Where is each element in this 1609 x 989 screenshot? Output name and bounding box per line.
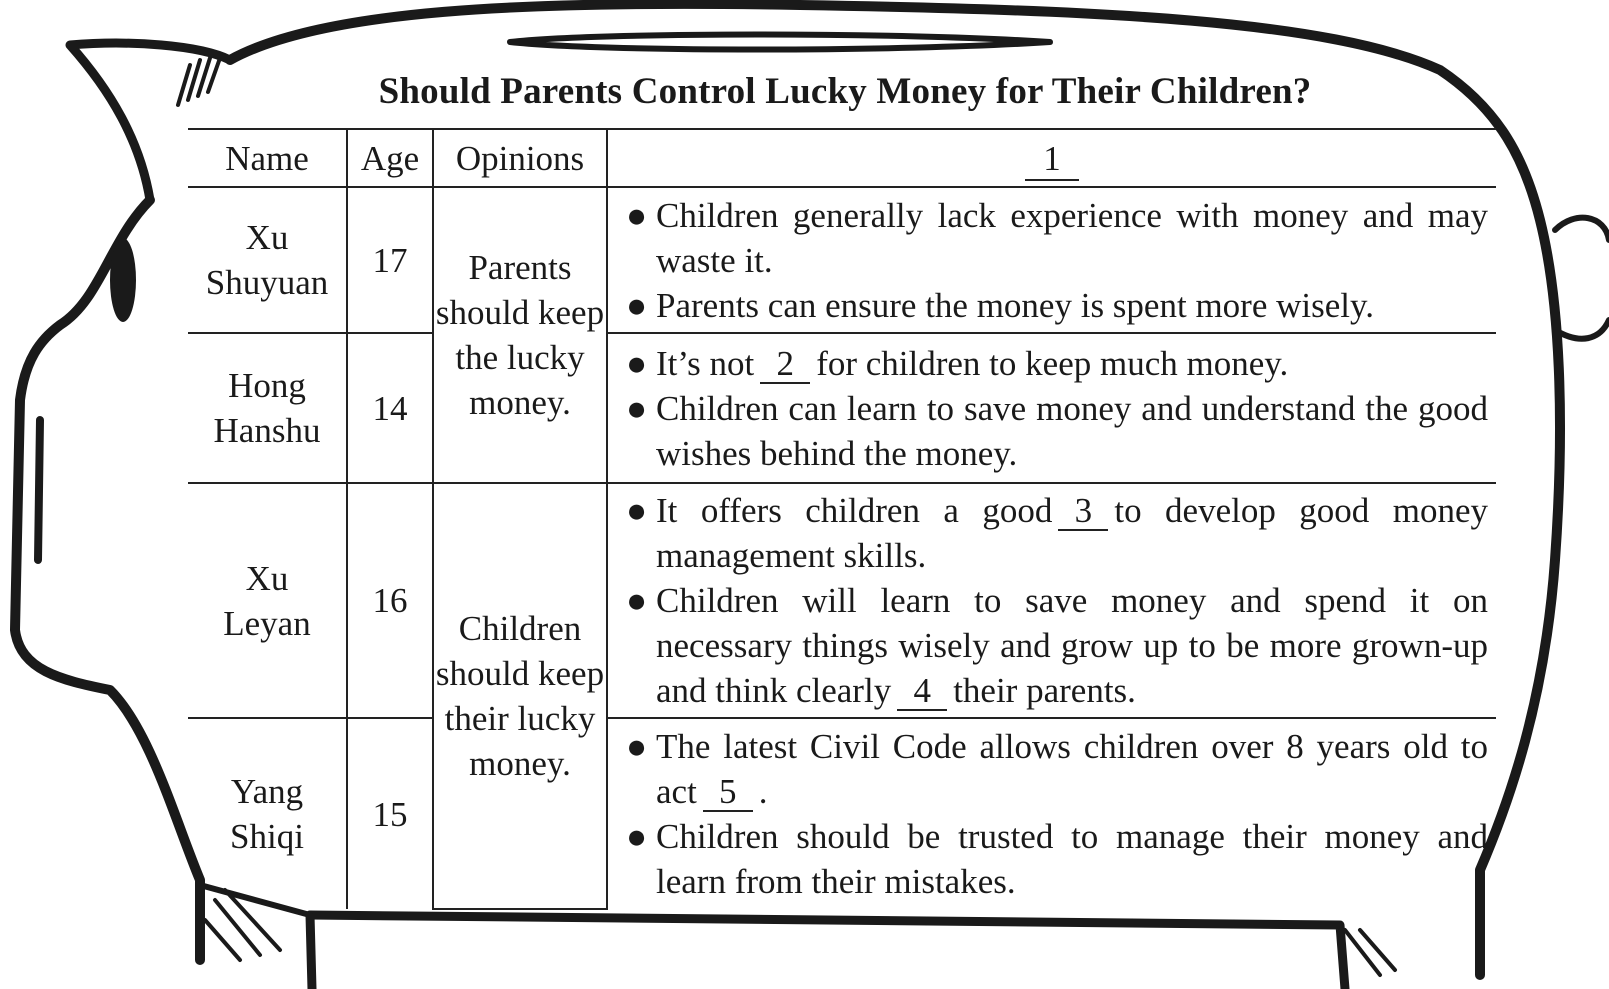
column-header-age: Age <box>347 129 433 187</box>
age-cell: 14 <box>347 333 433 483</box>
reason-text-before: The latest Civil Code allows children over 8 years old to act <box>656 727 1488 811</box>
bullet-icon: ● <box>626 581 648 620</box>
name-first: Xu <box>245 218 289 257</box>
list-item <box>618 386 1488 476</box>
bullet-icon: ● <box>626 343 648 383</box>
reason-text: Parents can ensure the money is spent more wisely. <box>656 285 1374 325</box>
table-header-row <box>188 129 1496 187</box>
name-cell <box>188 187 347 333</box>
bullet-icon: ● <box>626 727 648 766</box>
reason-text-before: It offers children a good <box>656 491 1053 530</box>
bullet-icon: ● <box>626 195 648 235</box>
reasons-list <box>608 484 1496 717</box>
list-item <box>618 193 1488 283</box>
name-cell <box>188 718 347 909</box>
name-first: Hong <box>228 366 306 405</box>
reason-text: Children generally lack experience with money and may waste it. <box>656 195 1488 280</box>
bullet-icon: ● <box>626 491 648 530</box>
name-last: Shiqi <box>230 817 304 856</box>
column-header-name: Name <box>188 129 347 187</box>
name-last: Hanshu <box>213 411 321 450</box>
column-header-opinions: Opinions <box>433 129 607 187</box>
reasons-cell <box>607 483 1496 718</box>
reasons-list <box>608 189 1496 332</box>
table-row <box>188 483 1496 718</box>
reason-text: Children can learn to save money and understand the good wishes behind the money. <box>656 388 1488 473</box>
list-item <box>618 814 1488 904</box>
age-cell: 15 <box>347 718 433 909</box>
list-item <box>618 341 1488 386</box>
bullet-icon: ● <box>626 817 648 856</box>
name-cell <box>188 333 347 483</box>
opinion-cell: Children should keep their lucky money. <box>433 483 607 909</box>
table-row <box>188 333 1496 483</box>
opinion-cell: Parents should keep the lucky money. <box>433 187 607 483</box>
list-item <box>618 724 1488 814</box>
reasons-cell <box>607 333 1496 483</box>
reason-text-after: for children to keep much money. <box>816 343 1289 383</box>
reasons-list <box>608 337 1496 480</box>
blank-1: 1 <box>1025 139 1079 181</box>
list-item <box>618 578 1488 713</box>
bullet-icon: ● <box>626 388 648 428</box>
table-row <box>188 718 1496 909</box>
reason-text: Children should be trusted to manage their money and learn from their mistakes. <box>656 817 1488 901</box>
reason-text-after: . <box>758 772 768 811</box>
list-item <box>618 283 1488 328</box>
name-cell <box>188 483 347 718</box>
blank-5: 5 <box>703 774 753 812</box>
blank-2: 2 <box>760 346 810 384</box>
opinions-table <box>188 128 1496 910</box>
table-row <box>188 187 1496 333</box>
age-cell: 16 <box>347 483 433 718</box>
list-item <box>618 488 1488 578</box>
reasons-cell <box>607 187 1496 333</box>
name-last: Leyan <box>223 603 311 643</box>
reasons-list <box>608 720 1496 908</box>
reason-text-after: to develop good money management skills. <box>656 491 1488 575</box>
name-first: Xu <box>245 558 289 598</box>
name-last: Shuyuan <box>205 263 329 302</box>
blank-3: 3 <box>1058 493 1108 531</box>
reason-text-before: Children will learn to save money and spend it on necessary things wisely and grow up to be more grown-up and think clearly <box>656 581 1488 710</box>
page-title: Should Parents Control Lucky Money for Their Children? <box>378 71 1312 112</box>
name-first: Yang <box>230 772 304 811</box>
bullet-icon: ● <box>626 285 648 325</box>
blank-4: 4 <box>897 673 947 711</box>
reason-text-before: It’s not <box>656 343 755 383</box>
column-header-reasons <box>607 129 1496 187</box>
reasons-cell <box>607 718 1496 909</box>
reason-text-after: their parents. <box>953 671 1136 710</box>
age-cell: 17 <box>347 187 433 333</box>
